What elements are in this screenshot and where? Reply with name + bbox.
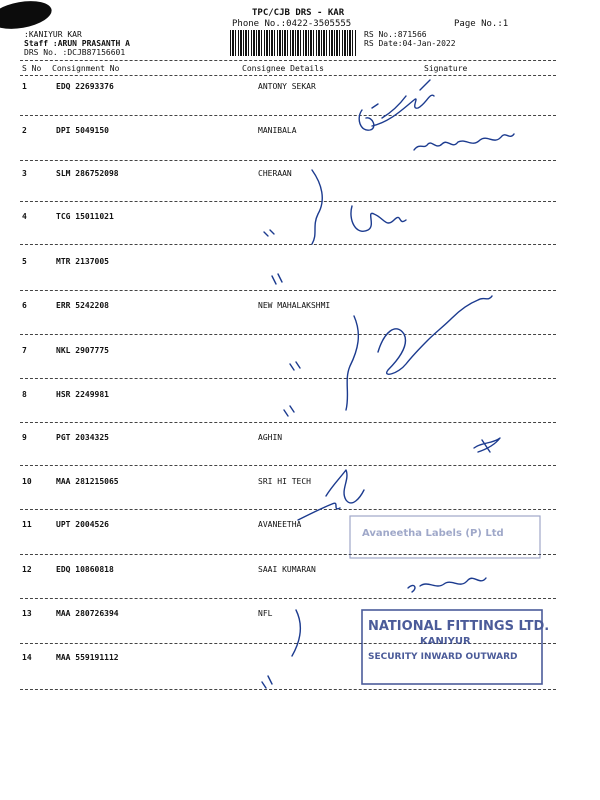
row-divider: [20, 201, 556, 202]
signature-scribble: [290, 362, 300, 370]
col-consignee: Consignee Details: [242, 64, 324, 73]
row-consignee: CHERAAN: [258, 169, 292, 178]
row-divider: [20, 244, 556, 245]
row-consignee: MANIBALA: [258, 126, 297, 135]
row-divider: [20, 643, 556, 644]
row-divider: [20, 465, 556, 466]
barcode: [230, 30, 356, 56]
signature-scribble: [408, 578, 486, 592]
company-stamp-national-fittings: [362, 610, 549, 684]
row-sno: 7: [22, 346, 27, 355]
row-consignment: PGT 2034325: [56, 433, 109, 442]
svg-text:NATIONAL FITTINGS LTD.: NATIONAL FITTINGS LTD.: [368, 619, 550, 634]
signature-scribble: [264, 230, 274, 236]
row-consignment: SLM 286752098: [56, 169, 119, 178]
signature-scribble: [292, 610, 300, 656]
row-divider: [20, 334, 556, 335]
row-consignee: AGHIN: [258, 433, 283, 442]
row-sno: 11: [22, 520, 32, 529]
row-consignment: NKL 2907775: [56, 346, 109, 355]
signature-scribble: [474, 438, 500, 452]
header-rule-bottom: [20, 75, 556, 76]
signature-scribble: [359, 80, 434, 130]
ink-blot: [0, 0, 54, 33]
row-sno: 3: [22, 169, 27, 178]
svg-text:Avaneetha Labels (P) Ltd: Avaneetha Labels (P) Ltd: [362, 528, 504, 539]
row-consignment: UPT 2004526: [56, 520, 109, 529]
row-divider: [20, 422, 556, 423]
page-number: Page No.:1: [454, 19, 509, 29]
row-consignment: TCG 15011021: [56, 212, 114, 221]
signature-scribble: [414, 134, 514, 150]
row-divider: [20, 160, 556, 161]
rs-number: RS No.:871566: [364, 30, 427, 39]
row-sno: 13: [22, 609, 32, 618]
row-consignment: MTR 2137005: [56, 257, 109, 266]
signature-scribble: [312, 170, 322, 244]
branch-line: :KANIYUR KAR: [24, 30, 82, 39]
rs-date: RS Date:04-Jan-2022: [364, 39, 456, 48]
row-consignee: NEW MAHALAKSHMI: [258, 301, 331, 310]
row-consignee: SRI HI TECH: [258, 477, 311, 486]
col-consignment: Consignment No: [52, 64, 120, 73]
header-rule-top: [20, 60, 556, 61]
row-consignment: HSR 2249981: [56, 390, 109, 399]
signature-scribble: [326, 470, 364, 503]
row-sno: 2: [22, 126, 27, 135]
row-consignment: EDQ 10860818: [56, 565, 114, 574]
staff-line: Staff :ARUN PRASANTH A: [24, 39, 130, 48]
row-sno: 5: [22, 257, 27, 266]
row-sno: 4: [22, 212, 27, 221]
signature-scribble: [351, 206, 406, 231]
row-sno: 9: [22, 433, 27, 442]
row-divider: [20, 554, 556, 555]
row-divider: [20, 290, 556, 291]
signature-scribble: [346, 316, 358, 410]
row-divider: [20, 115, 556, 116]
signature-scribble: [262, 676, 272, 688]
row-consignment: MAA 281215065: [56, 477, 119, 486]
row-consignee: SAAI KUMARAN: [258, 565, 316, 574]
col-signature: Signature: [424, 64, 468, 73]
svg-text:SECURITY INWARD OUTWARD: SECURITY INWARD OUTWARD: [368, 652, 518, 662]
row-sno: 1: [22, 82, 27, 91]
phone-number: Phone No.:0422-3505555: [232, 19, 352, 29]
company-stamp-avaneetha: [350, 516, 540, 558]
signature-scribble: [272, 274, 282, 284]
row-consignment: DPI 5049150: [56, 126, 109, 135]
signature-scribble: [378, 296, 492, 374]
row-consignment: ERR 5242208: [56, 301, 109, 310]
row-divider: [20, 689, 556, 690]
svg-text:KANIYUR: KANIYUR: [420, 636, 471, 647]
row-divider: [20, 509, 556, 510]
row-consignee: NFL: [258, 609, 273, 618]
row-divider: [20, 598, 556, 599]
row-consignment: MAA 280726394: [56, 609, 119, 618]
row-divider: [20, 378, 556, 379]
row-consignment: MAA 559191112: [56, 653, 119, 662]
row-sno: 10: [22, 477, 32, 486]
row-sno: 12: [22, 565, 32, 574]
row-consignee: AVANEETHA: [258, 520, 302, 529]
row-sno: 8: [22, 390, 27, 399]
signature-scribble: [298, 503, 340, 520]
row-sno: 14: [22, 653, 32, 662]
row-sno: 6: [22, 301, 27, 310]
signature-scribble: [284, 406, 294, 416]
drs-number: DRS No. :DCJB87156601: [24, 48, 126, 57]
col-sno: S No: [22, 64, 42, 73]
row-consignee: ANTONY SEKAR: [258, 82, 316, 91]
document-title: TPC/CJB DRS - KAR: [252, 8, 345, 18]
row-consignment: EDQ 22693376: [56, 82, 114, 91]
